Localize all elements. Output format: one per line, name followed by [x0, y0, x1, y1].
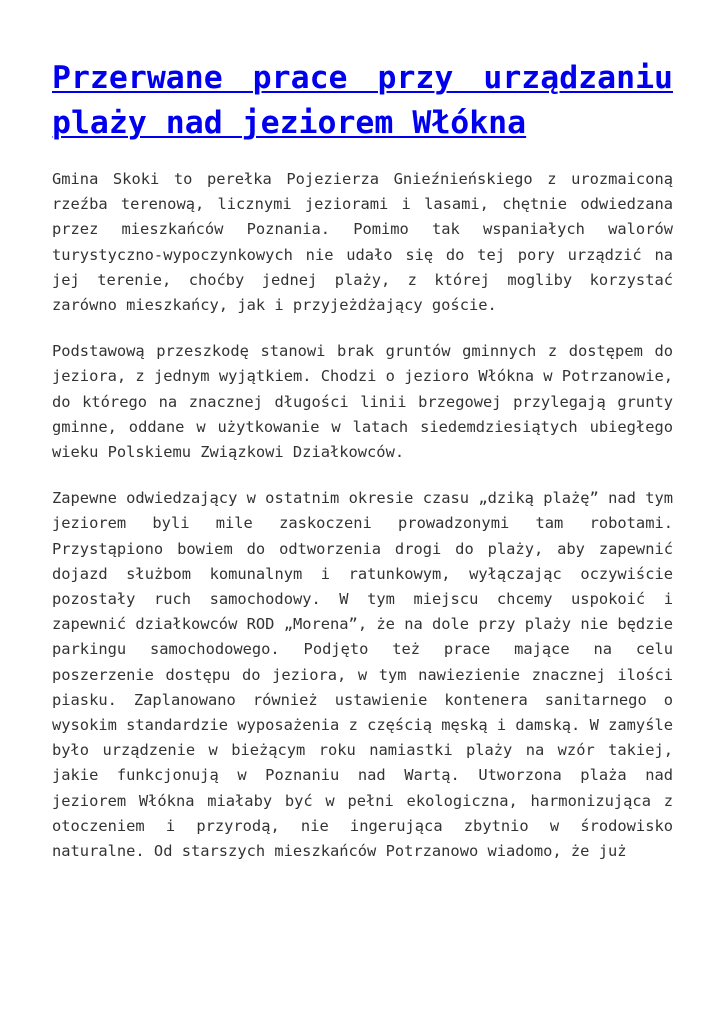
article-paragraph-1: Gmina Skoki to perełka Pojezierza Gnieźnieńskiego z urozmaiconą rzeźba terenową, licznymi jeziorami i lasami, chętnie odwiedzana przez mieszkańców Poznania. Pomimo tak wspaniałych walorów turystyczno-wypoczynkowych nie udało się do tej pory urządzić na jej terenie, choćby jednej plaży, z której mogliby korzystać zarówno mieszkańcy, jak i przyjeżdżający goście.: [52, 170, 673, 315]
article-title[interactable]: [52, 56, 673, 146]
article-paragraph-2: Podstawową przeszkodę stanowi brak gruntów gminnych z dostępem do jeziora, z jednym wyjątkiem. Chodzi o jezioro Włókna w Potrzanowie, do którego na znacznej długości linii brzegowej przylegają grunty gminne, oddane w użytkowanie w latach siedemdziesiątych ubiegłego wieku Polskiemu Związkowi Działkowców.: [52, 342, 673, 462]
article: [52, 56, 673, 885]
article-title-link[interactable]: Przerwane prace przy urządzaniu plaży nad jeziorem Włókna: [52, 60, 673, 141]
article-paragraph-3: Zapewne odwiedzający w ostatnim okresie czasu „dziką plażę” nad tym jeziorem byli mile zaskoczeni prowadzonymi tam robotami. Przystąpiono bowiem do odtworzenia drogi do plaży, aby zapewnić dojazd służbom komunalnym i ratunkowym, wyłączając oczywiście pozostały ruch samochodowy. W tym miejscu chcemy uspokoić i zapewnić działkowców ROD „Morena”, że na dole przy plaży nie będzie parkingu samochodowego. Podjęto też prace mające na celu poszerzenie dostępu do jeziora, w tym nawiezienie znacznej ilości piasku. Zaplanowano również ustawienie kontenera sanitarnego o wysokim standardzie wyposażenia z częścią męską i damską. W zamyśle było urządzenie w bieżącym roku namiastki plaży na wzór takiej, jakie funkcjonują w Poznaniu nad Wartą. Utworzona plaża nad jeziorem Włókna miałaby być w pełni ekologiczna, harmonizująca z otoczeniem i przyrodą, nie ingerująca zbytnio w środowisko naturalne. Od starszych mieszkańców Potrzanowo wiadomo, że już: [52, 489, 673, 861]
